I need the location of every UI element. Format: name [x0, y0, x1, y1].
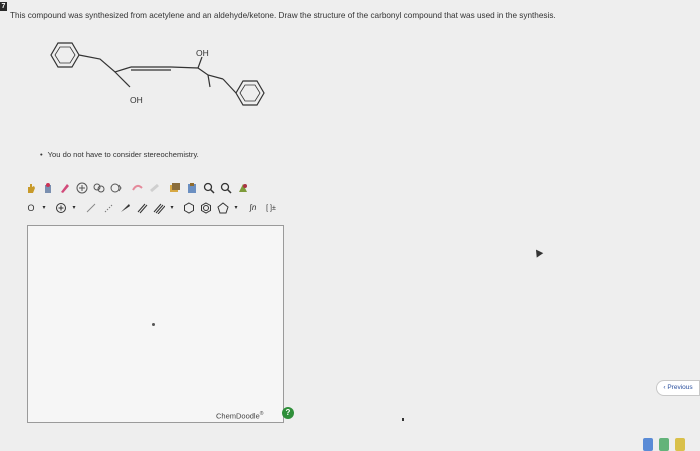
- benzene-icon[interactable]: [199, 201, 213, 215]
- lasso-icon[interactable]: [41, 181, 55, 195]
- template-icon[interactable]: [92, 181, 106, 195]
- question-number: 7: [1, 3, 6, 10]
- bracket-icon[interactable]: [ ]±: [266, 204, 276, 212]
- oh-label-top: OH: [196, 48, 209, 58]
- ring-plus-icon[interactable]: [75, 181, 89, 195]
- status-bar-1: [643, 438, 653, 451]
- toolbar-row-1: [24, 180, 253, 196]
- drawing-canvas[interactable]: [27, 225, 284, 423]
- chemdoodle-brand: ChemDoodle®: [216, 411, 264, 421]
- chevron-down-icon[interactable]: ▾: [72, 205, 76, 211]
- chevron-down-icon[interactable]: ▾: [234, 205, 238, 211]
- paste-icon[interactable]: [185, 181, 199, 195]
- chevron-down-icon[interactable]: ▾: [42, 205, 46, 211]
- help-button[interactable]: ?: [282, 407, 294, 419]
- eraser-icon[interactable]: [58, 181, 72, 195]
- copy-icon[interactable]: [168, 181, 182, 195]
- hexagon-icon[interactable]: [182, 201, 196, 215]
- undo-icon[interactable]: [147, 181, 161, 195]
- wedge-bond-icon[interactable]: [118, 201, 132, 215]
- oh-label-bottom: OH: [130, 95, 143, 105]
- bullet: •: [40, 150, 43, 159]
- status-bar-2: [659, 438, 669, 451]
- chevron-down-icon[interactable]: ▾: [170, 205, 174, 211]
- center-icon[interactable]: [236, 181, 250, 195]
- cursor-mark: [402, 418, 404, 421]
- status-bar-3: [675, 438, 685, 451]
- zoom-out-icon[interactable]: [219, 181, 233, 195]
- mouse-pointer-icon: [533, 247, 544, 257]
- zoom-in-icon[interactable]: [202, 181, 216, 195]
- hand-icon[interactable]: [24, 181, 38, 195]
- chain-icon[interactable]: ∫n: [249, 203, 257, 212]
- atom-label: O: [27, 202, 35, 213]
- note-text: You do not have to consider stereochemistry.: [47, 150, 199, 159]
- cycle-template-icon[interactable]: [109, 181, 123, 195]
- triple-bond-icon[interactable]: [152, 201, 166, 215]
- pentagon-icon[interactable]: [216, 201, 230, 215]
- rotate-icon[interactable]: [130, 181, 144, 195]
- single-bond-icon[interactable]: [84, 201, 98, 215]
- previous-button[interactable]: ‹ Previous: [656, 380, 700, 396]
- chemdoodle-editor: [24, 178, 291, 423]
- question-prompt: This compound was synthesized from acetylene and an aldehyde/ketone. Draw the structure of the carbonyl compound that was used in the synthesis.: [10, 11, 556, 20]
- status-bars: [643, 438, 685, 451]
- double-bond-icon[interactable]: [135, 201, 149, 215]
- canvas-cursor-dot: [152, 323, 155, 326]
- hash-bond-icon[interactable]: [101, 201, 115, 215]
- atom-oxygen-button[interactable]: [24, 201, 38, 215]
- stereochemistry-note: [40, 150, 199, 159]
- toolbar-row-2: [24, 200, 282, 216]
- charge-plus-icon[interactable]: [54, 201, 68, 215]
- target-molecule-structure: [40, 35, 300, 115]
